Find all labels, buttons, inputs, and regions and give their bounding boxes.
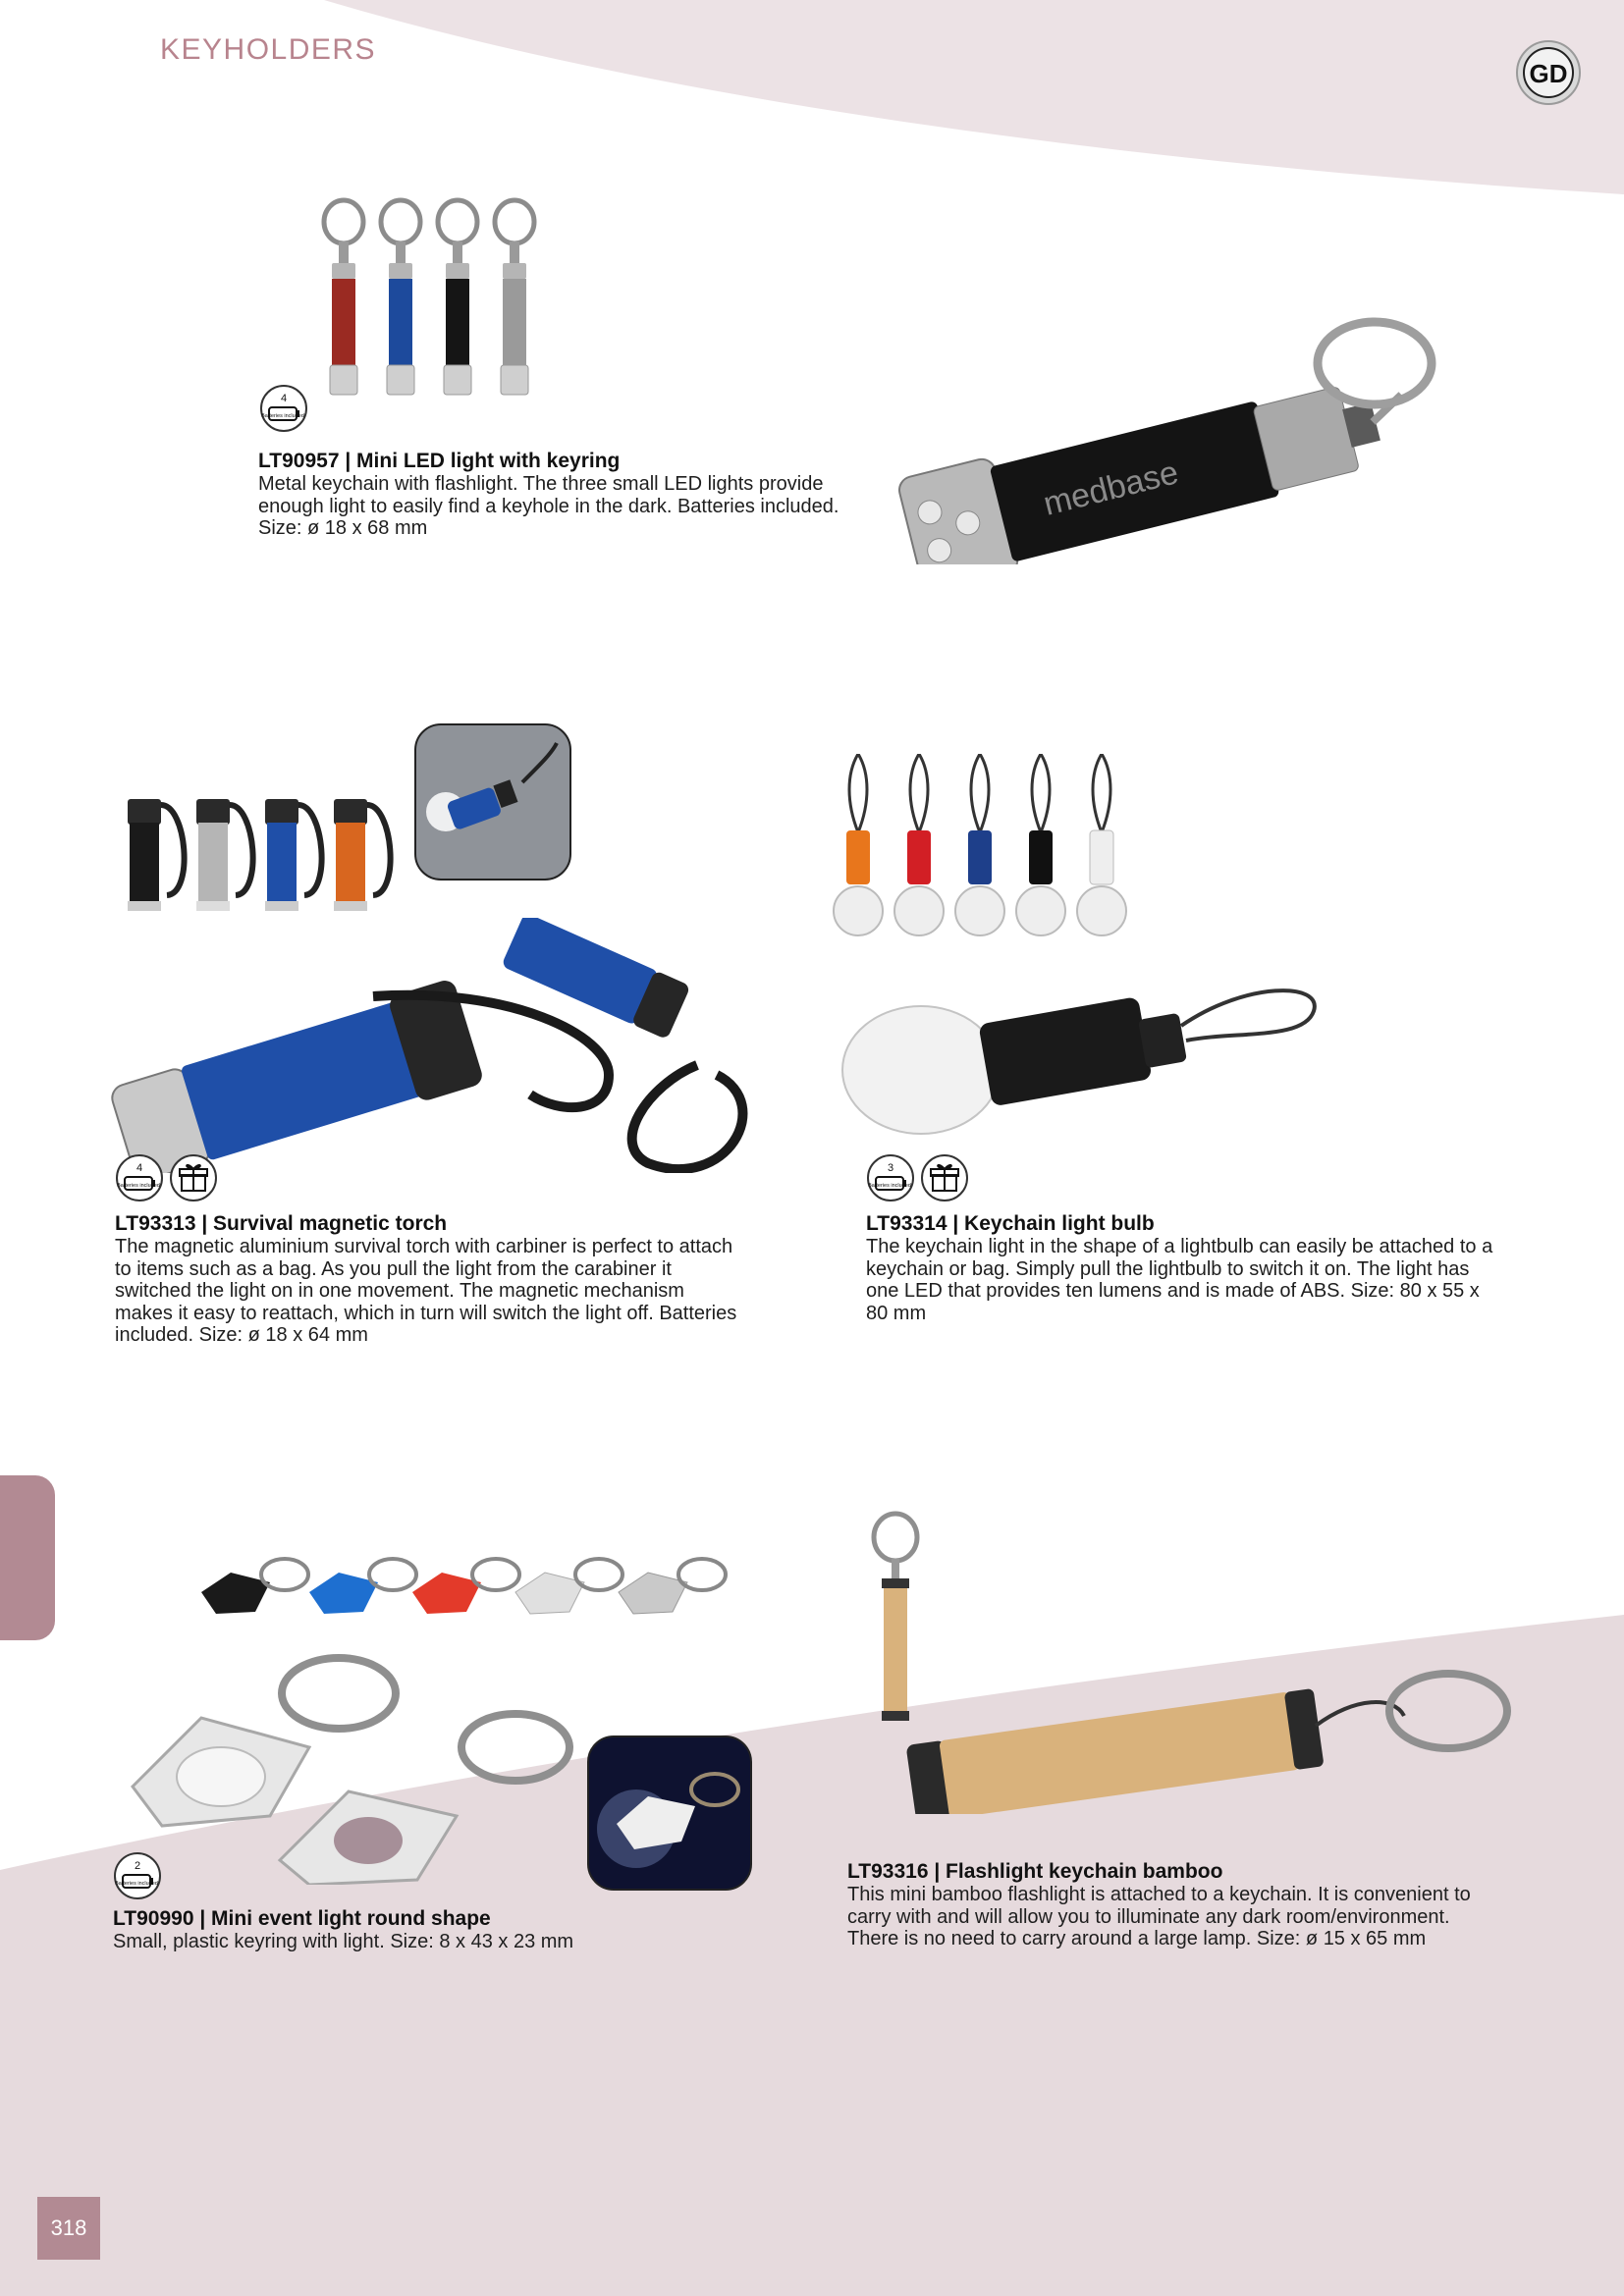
product-code: LT93316 <box>847 1860 929 1883</box>
product-title-lt93316: LT93316 | Flashlight keychain bamboo <box>847 1860 1223 1883</box>
variant-body-3 <box>503 279 526 365</box>
product-title-lt93314: LT93314 | Keychain light bulb <box>866 1212 1155 1235</box>
product-name: Mini event light round shape <box>211 1907 491 1930</box>
variant-body-3 <box>1029 830 1053 884</box>
svg-text:4: 4 <box>135 1162 143 1174</box>
brand-logo-icon <box>1515 39 1582 106</box>
product-code: LT93313 <box>115 1212 196 1235</box>
batteries-included-badge-lt93313 <box>115 1153 164 1202</box>
batteries-included-badge-lt90957 <box>259 384 308 433</box>
svg-text:2: 2 <box>134 1860 141 1872</box>
product-image-lt90957-variants <box>312 194 558 420</box>
variant-body-0 <box>130 823 159 911</box>
variant-body-2 <box>412 1573 481 1614</box>
variant-body-3 <box>336 823 365 911</box>
svg-text:Batteries included: Batteries included <box>261 413 304 419</box>
product-code: LT90957 <box>258 450 340 472</box>
product-image-lt90990-main <box>123 1649 584 1885</box>
variant-body-4 <box>1090 830 1113 884</box>
product-image-lt90957-main <box>879 309 1458 564</box>
svg-text:Batteries included: Batteries included <box>868 1183 911 1189</box>
side-tab-marker <box>0 1475 55 1640</box>
product-title-lt93313: LT93313 | Survival magnetic torch <box>115 1212 448 1235</box>
product-description-lt93316: This mini bamboo flashlight is attached to a keychain. It is convenient to carry with and will allow you to illuminate any dark room/environment. There is no need to carry around a large lamp. Size: ø 15 x 65 mm <box>847 1884 1471 1949</box>
variant-body-4 <box>619 1573 687 1614</box>
product-name: Survival magnetic torch <box>213 1212 448 1235</box>
page-number: 318 <box>37 2197 100 2260</box>
product-title-lt90990: LT90990 | Mini event light round shape <box>113 1907 491 1930</box>
variant-body-2 <box>968 830 992 884</box>
product-code: LT90990 <box>113 1907 194 1930</box>
variant-body-0 <box>846 830 870 884</box>
variant-body-3 <box>515 1573 584 1614</box>
variant-body-1 <box>389 279 412 365</box>
svg-text:4: 4 <box>280 393 288 404</box>
section-title: KEYHOLDERS <box>160 33 377 66</box>
product-name: Flashlight keychain bamboo <box>946 1860 1223 1883</box>
gift-box-icon <box>169 1153 218 1202</box>
product-description-lt93313: The magnetic aluminium survival torch with carbiner is perfect to attach to items such as a bag. As you pull the light from the carabiner it switched the light on in one movement. The magnetic mechanism makes it easy to reattach, which in turn will switch the light off. Batteries included. Size: ø 18 x 64 mm <box>115 1236 737 1346</box>
product-code: LT93314 <box>866 1212 947 1235</box>
product-image-lt93314-main <box>833 972 1324 1148</box>
top-wave-shape <box>324 0 1624 194</box>
svg-text:Batteries included: Batteries included <box>117 1183 160 1189</box>
product-name: Keychain light bulb <box>964 1212 1155 1235</box>
svg-text:Batteries included: Batteries included <box>115 1881 158 1887</box>
product-description-lt90990: Small, plastic keyring with light. Size: 8 x 43 x 23 mm <box>113 1931 574 1952</box>
product-image-lt90990-variants <box>196 1553 731 1631</box>
variant-body-1 <box>198 823 228 911</box>
variant-body-0 <box>201 1573 270 1614</box>
product-image-lt93313-main <box>98 918 766 1173</box>
variant-body-0 <box>332 279 355 365</box>
product-image-lt93313-variants <box>120 785 405 918</box>
batteries-included-badge-lt90990 <box>113 1851 162 1900</box>
gift-box-icon <box>920 1153 969 1202</box>
variant-body-2 <box>267 823 297 911</box>
product-image-lt93316-main <box>903 1657 1517 1814</box>
variant-body-2 <box>446 279 469 365</box>
product-name: Mini LED light with keyring <box>356 450 621 472</box>
brand-logo-text: GD <box>1529 59 1568 88</box>
batteries-included-badge-lt93314 <box>866 1153 915 1202</box>
product-image-lt93313-inset <box>414 723 571 881</box>
product-description-lt93314: The keychain light in the shape of a lightbulb can easily be attached to a keychain or bag. Simply pull the lightbulb to switch it on. The light has one LED that provides ten lumens and is made of ABS. Size: 80 x 55 x 80 mm <box>866 1236 1493 1324</box>
variant-body-1 <box>907 830 931 884</box>
product-image-lt93314-variants <box>833 754 1147 965</box>
svg-text:3: 3 <box>887 1162 894 1174</box>
product-imprint-lt90957: medbase <box>1040 454 1182 523</box>
variant-body-1 <box>309 1573 378 1614</box>
product-title-lt90957: LT90957 | Mini LED light with keyring <box>258 450 621 472</box>
product-image-lt90990-inset <box>587 1735 752 1891</box>
product-description-lt90957: Metal keychain with flashlight. The three small LED lights provide enough light to easily find a keyhole in the dark. Batteries included. Size: ø 18 x 68 mm <box>258 473 839 539</box>
